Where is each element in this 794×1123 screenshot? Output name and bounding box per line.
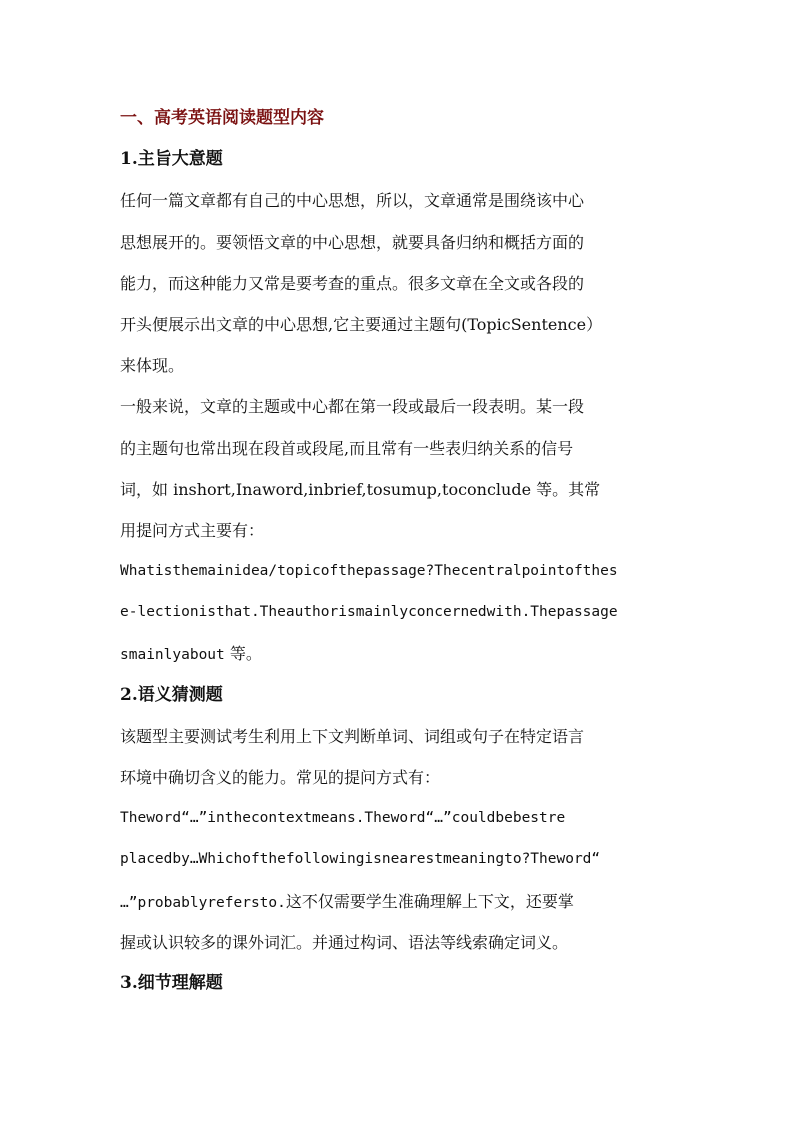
paragraph-line: 开头便展示出文章的中心思想,它主要通过主题句(TopicSentence） [120,314,603,334]
paragraph-line: 能力，而这种能力又常是要考查的重点。很多文章在全文或各段的 [120,273,585,293]
example-question-line: placedby…Whichofthefollowingisnearestmeaningto?Theword“ [120,851,601,868]
example-question-line [120,633,676,674]
paragraph-line: 思想展开的。要领悟文章的中心思想，就要具备归纳和概括方面的 [120,232,585,252]
paragraph-text: 这不仅需要学生准确理解上下文，还要掌 [285,891,574,911]
section-heading-word-meaning: 2.语义猜测题 [120,684,223,705]
example-question-line: Whatisthemainidea/topicofthepassage?Thecentralpointofthes [120,563,618,580]
paragraph-line: 的主题句也常出现在段首或段尾,而且常有一些表归纳关系的信号 [120,438,574,458]
section-heading-main-idea: 1.主旨大意题 [120,149,223,170]
paragraph-line: 来体现。 [120,356,185,376]
paragraph-line: 用提问方式主要有： [120,520,265,540]
paragraph-line: 环境中确切含义的能力。常见的提问方式有： [120,768,441,787]
example-question-line: Theword“…”inthecontextmeans.Theword“…”couldbebestre [120,810,566,827]
paragraph-line: 握或认识较多的课外词汇。并通过构词、语法等线索确定词义。 [120,932,569,952]
document-title: 一、高考英语阅读题型内容 [120,108,324,128]
paragraph-line: 一般来说，文章的主题或中心都在第一段或最后一段表明。某一段 [120,397,585,417]
example-question-suffix: 等。 [224,644,262,664]
paragraph-line: 任何一篇文章都有自己的中心思想，所以，文章通常是围绕该中心 [120,191,585,211]
example-question-text: …”probablyrefersto. [120,894,286,911]
section-heading-detail: 3.细节理解题 [120,972,223,993]
example-question-line [120,881,676,922]
paragraph-line: 词，如 inshort,Inaword,inbrief,tosumup,toconclude 等。其常 [120,479,601,499]
document-page [120,98,676,1004]
paragraph-line: 该题型主要测试考生利用上下文判断单词、词组或句子在特定语言 [120,726,585,746]
example-question-line: e-lectionisthat.Theauthorismainlyconcernedwith.Thepassage [120,604,618,621]
example-question-text: smainlyabout [120,647,225,664]
